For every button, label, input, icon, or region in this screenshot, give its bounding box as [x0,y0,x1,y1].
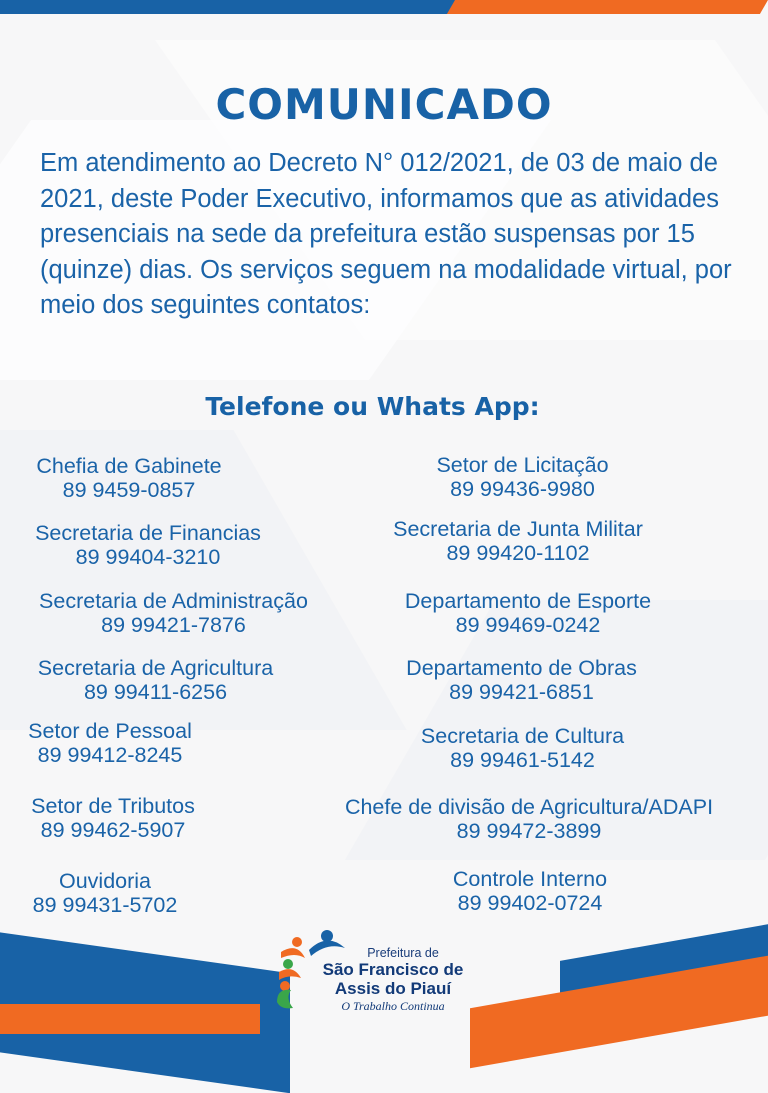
contact-item [300,795,758,843]
contact-phone: 89 9459-0857 [62,478,196,502]
contact-phone: 89 99421-7876 [101,613,246,637]
contact-name: Chefe de divisão de Agricultura/ADAPI [344,795,714,819]
contact-phone: 89 99402-0724 [457,891,603,915]
contact-phone: 89 99431-5702 [32,893,178,917]
contact-phone: 89 99469-0242 [455,613,601,637]
logo-slogan: O Trabalho Continua [341,999,445,1013]
bottom-orange-band [0,1004,260,1034]
contact-phone: 89 99404-3210 [75,545,221,569]
contact-item [395,724,650,772]
contact-name: Departamento de Obras [406,656,637,680]
announcement-text: Em atendimento ao Decreto N° 012/2021, de 03 de maio de 2021, deste Poder Executivo, informamos que as atividades presenciais na sede da prefeitura estão suspensas por 15 (quinze) dias. Os serviços seguem na modalidade virtual, por meio dos seguintes contatos: [40,149,732,319]
contact-name: Secretaria de Administração [39,589,308,613]
contact-name: Secretaria de Financias [35,521,261,545]
contact-phone: 89 99461-5142 [450,748,595,772]
contact-item [8,794,218,842]
contact-name: Chefia de Gabinete [36,454,222,478]
logo-prefix: Prefeitura de [367,946,439,960]
contact-item [362,517,674,565]
logo-text [308,946,478,1014]
contact-item [8,656,303,704]
contact-name: Departamento de Esporte [404,589,652,613]
contact-name: Secretaria de Junta Militar [393,517,643,541]
contact-phone: 89 99472-3899 [456,819,602,843]
contact-phone: 89 99436-9980 [450,477,595,501]
contact-item [6,589,341,637]
contact-name: Ouvidoria [58,869,151,893]
contact-phone: 89 99420-1102 [446,541,590,565]
top-orange-band [447,0,768,14]
contact-phone: 89 99462-5907 [40,818,186,842]
contact-item [8,521,288,569]
top-blue-band [0,0,470,14]
contact-phone: 89 99412-8245 [37,743,183,767]
contact-phone: 89 99421-6851 [449,680,594,704]
contact-name: Setor de Tributos [31,794,195,818]
contact-phone: 89 99411-6256 [83,680,228,704]
contacts-heading: Telefone ou Whats App: [205,392,540,421]
contact-name: Secretaria de Agricultura [37,656,274,680]
contact-item [375,656,668,704]
contact-item [14,869,196,917]
contact-item [372,589,684,637]
contact-name: Controle Interno [452,867,608,891]
contact-item [425,867,635,915]
contact-name: Setor de Pessoal [28,719,192,743]
contact-item [10,719,210,767]
contact-name: Setor de Licitação [436,453,609,477]
contact-item [410,453,635,501]
logo-city-line2: Assis do Piauí [334,979,452,998]
prefeitura-logo [275,928,475,1022]
contact-item [14,454,244,502]
contact-name: Secretaria de Cultura [420,724,625,748]
logo-city-line1: São Francisco de [322,960,464,979]
page-title: COMUNICADO [215,80,553,129]
